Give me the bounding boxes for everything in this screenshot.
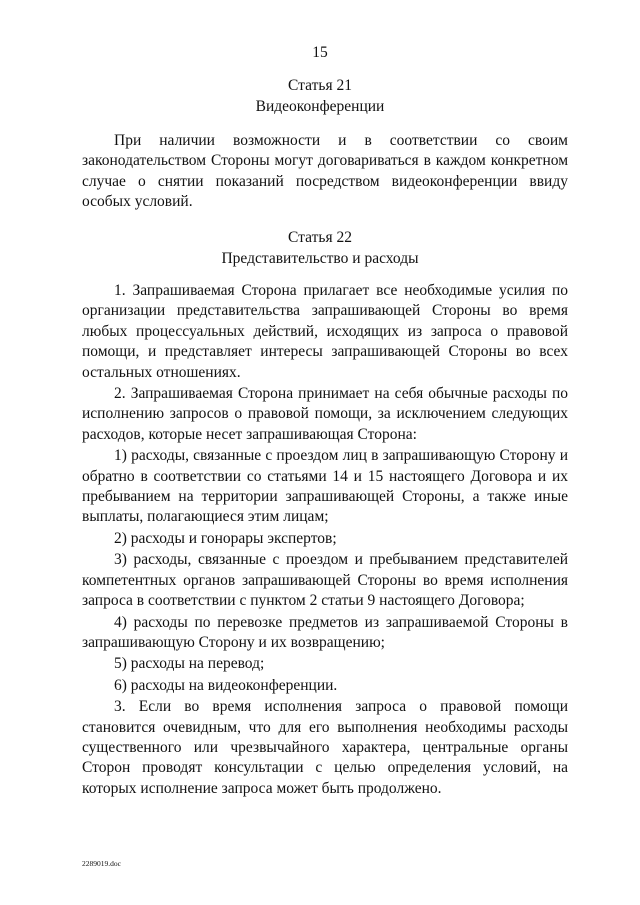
article-22-title: Статья 22 <box>288 229 352 246</box>
article-22-paragraph-2: 2. Запрашиваемая Сторона принимает на себя обычные расходы по исполнению запросов о правовой помощи, за исключением следующих расходов, которые несет запрашивающая Сторона: <box>82 385 568 443</box>
article-22-subtitle: Представительство и расходы <box>221 250 419 267</box>
article-21-subtitle: Видеоконференции <box>255 98 385 115</box>
article-22-paragraph-3: 3. Если во время исполнения запроса о правовой помощи становится очевидным, что для его выполнения необходимы расходы существенного или чрезвычайного характера, центральные органы Сторон проводят консультации с целью определения условий, на которых исполнение запроса может быть продолжено. <box>82 698 568 797</box>
article-22-paragraph-1: 1. Запрашиваемая Сторона прилагает все необходимые усилия по организации представительства запрашивающей Стороны во время любых процессуальных действий, исходящих из запроса о правовой помощи, и представляет интересы запрашивающей Стороны во всех остальных отношениях. <box>82 282 568 381</box>
page-number: 15 <box>312 44 328 61</box>
list-item: 5) расходы на перевод; <box>114 655 265 673</box>
list-item: 3) расходы, связанные с проездом и пребыванием представителей компетентных органов запрашивающей Стороны во время исполнения запроса в соответствии с пунктом 2 статьи 9 настоящего Договора; <box>82 551 568 610</box>
article-22-body <box>82 281 568 799</box>
article-22-heading <box>0 227 640 269</box>
article-21-paragraph: При наличии возможности и в соответствии со своим законодательством Стороны могут договариваться в каждом конкретном случае о снятии показаний посредством видеоконференции ввиду особых условий. <box>82 132 568 211</box>
list-item: 2) расходы и гонорары экспертов; <box>114 529 337 547</box>
document-filename: 2289019.doc <box>82 859 121 868</box>
list-item: 1) расходы, связанные с проездом лиц в запрашивающую Сторону и обратно в соответствии со статьями 14 и 15 настоящего Договора и их пребыванием на территории запрашивающей Стороны, а также иные выплаты, полагающиеся этим лицам; <box>82 447 568 526</box>
list-item: 4) расходы по перевозке предметов из запрашиваемой Стороны в запрашивающую Сторону и их возвращению; <box>82 613 568 651</box>
article-21-title: Статья 21 <box>288 77 352 94</box>
article-21-body <box>82 131 568 213</box>
list-item: 6) расходы на видеоконференции. <box>114 676 338 694</box>
article-21-heading <box>0 75 640 117</box>
